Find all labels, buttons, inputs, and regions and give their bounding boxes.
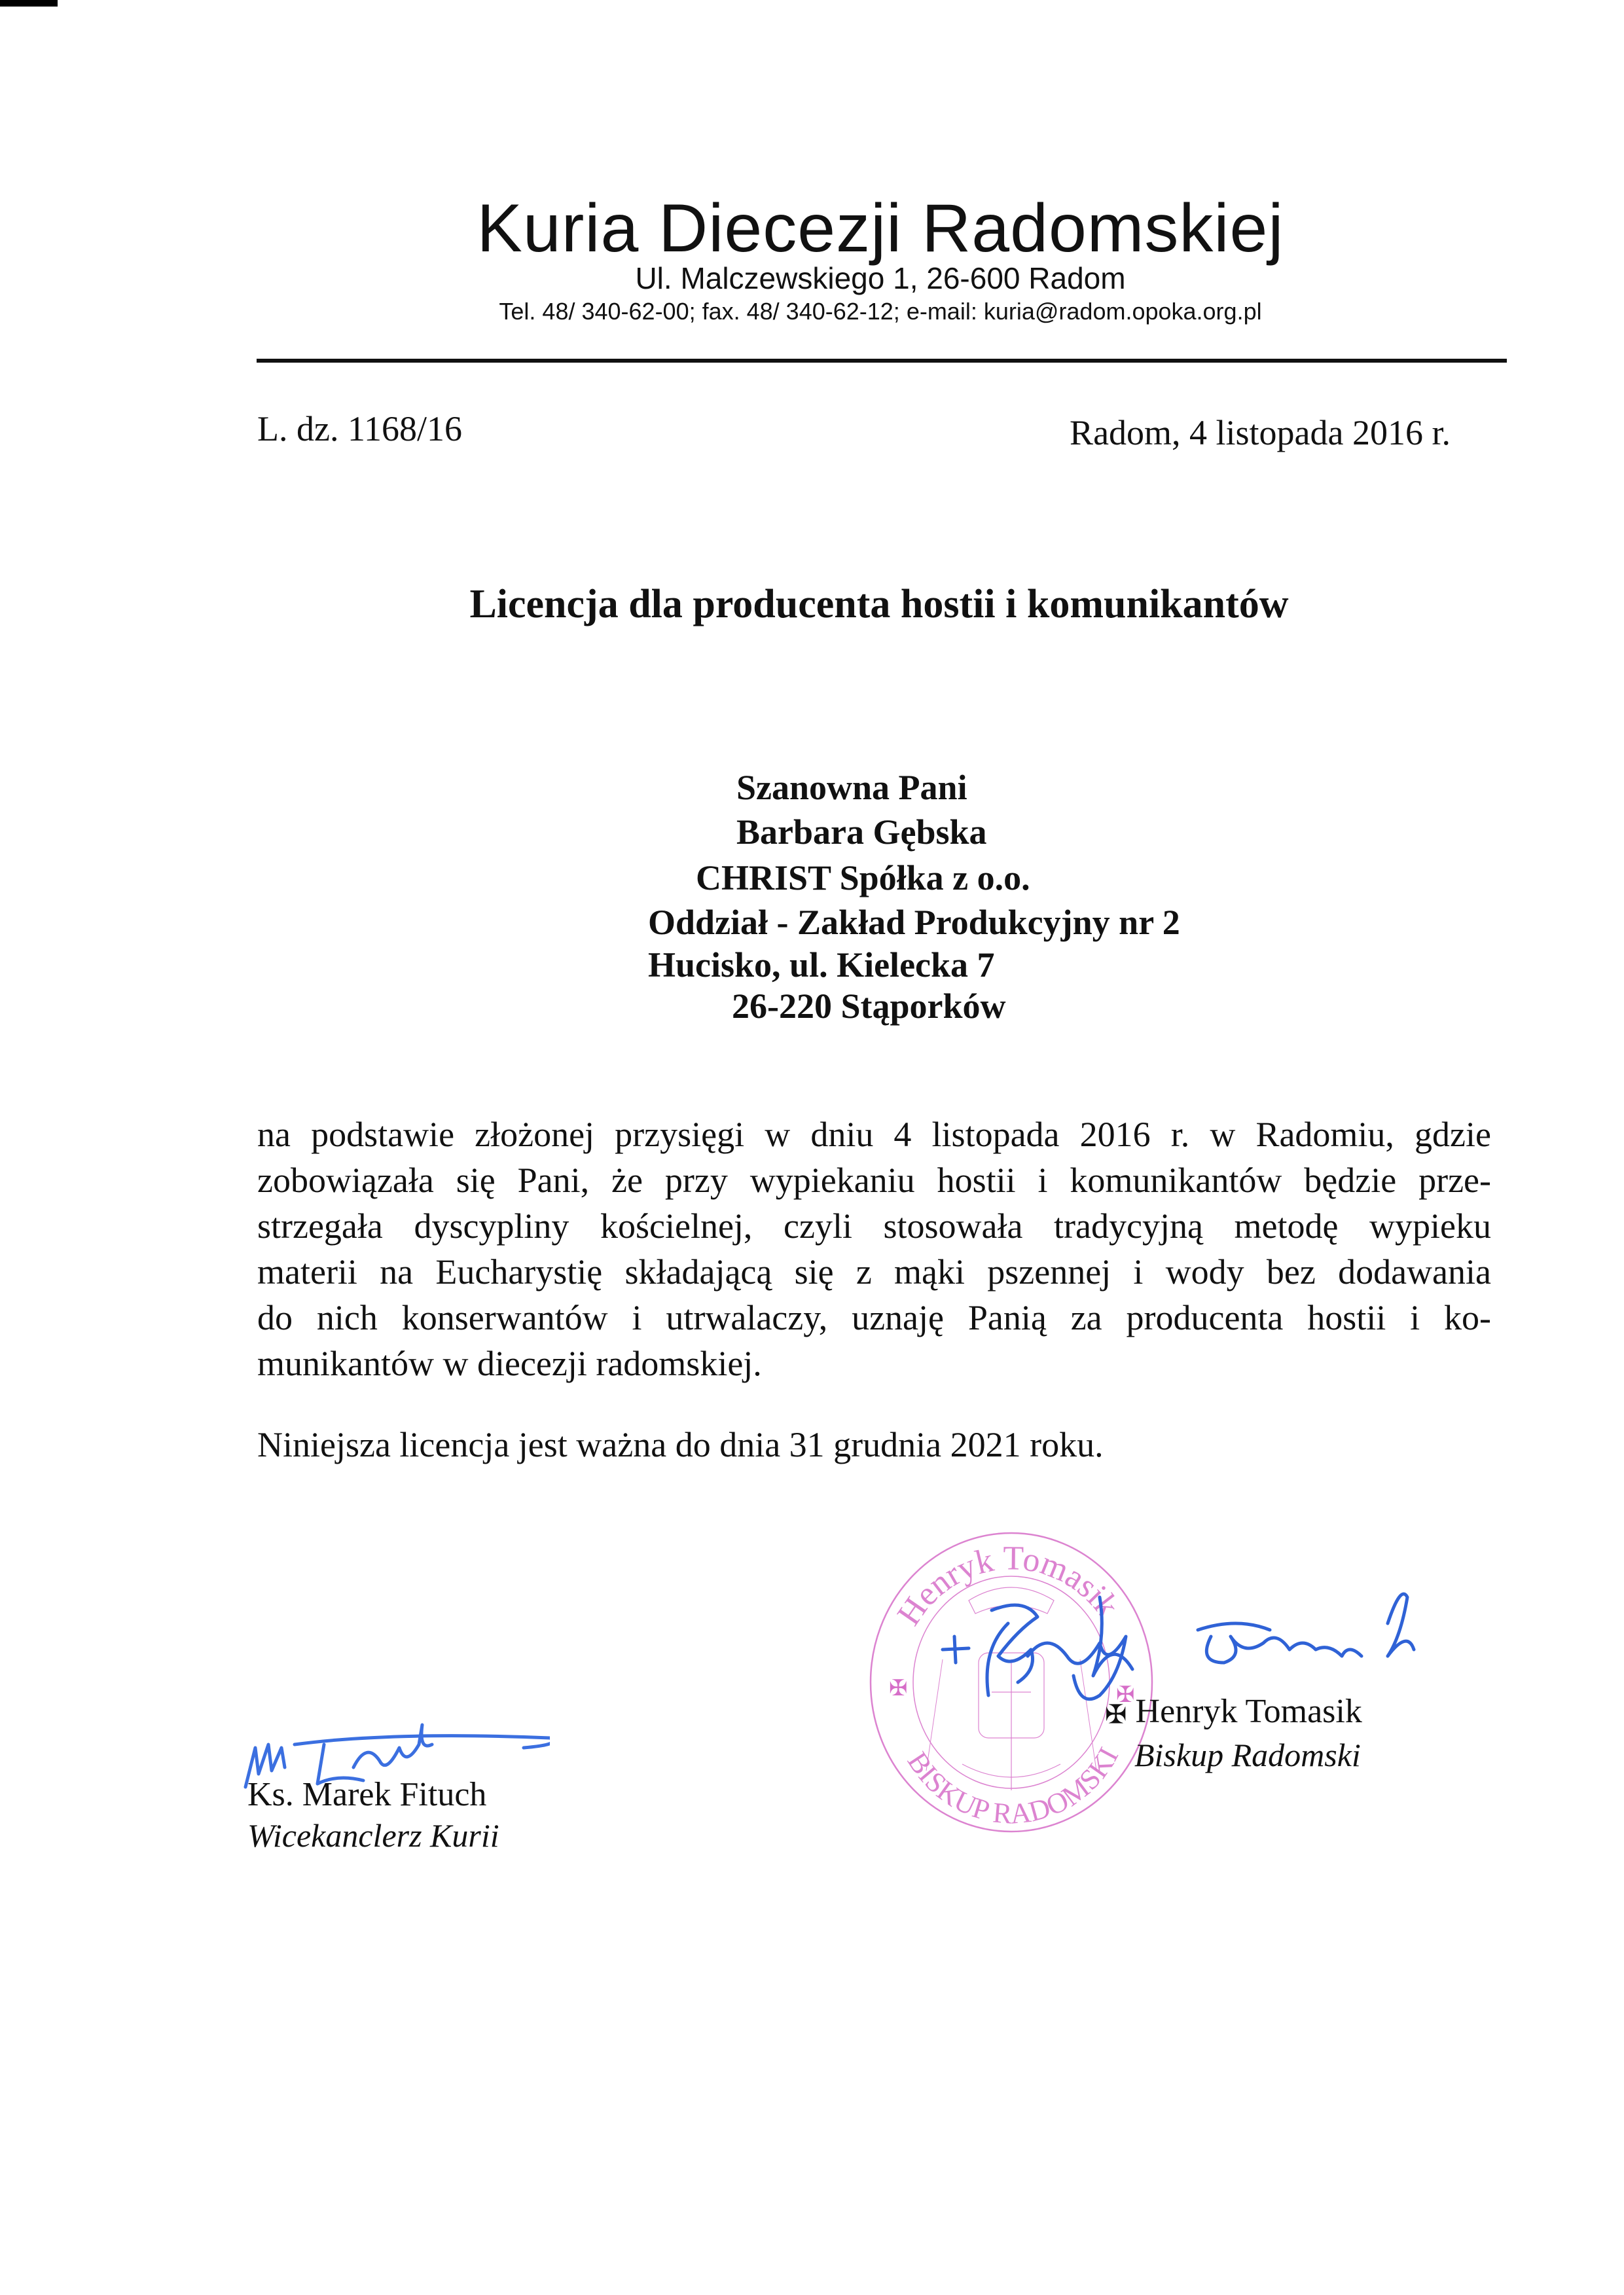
recipient-name: Barbara Gębska	[736, 812, 987, 852]
recipient-salutation: Szanowna Pani	[736, 768, 967, 807]
validity-statement: Niniejsza licencja jest ważna do dnia 31 grudnia 2021 roku.	[257, 1425, 1104, 1464]
recipient-street: Hucisko, ul. Kielecka 7	[648, 945, 995, 985]
place-date: Radom, 4 listopada 2016 r.	[1070, 413, 1451, 452]
body-paragraph	[257, 1111, 1491, 1386]
stamp-top-text: Henryk Tomasik	[890, 1540, 1127, 1633]
reference-number: L. dz. 1168/16	[257, 409, 462, 448]
recipient-division: Oddział - Zakład Produkcyjny nr 2	[648, 903, 1180, 942]
bishop-name-text: Henryk Tomasik	[1135, 1693, 1362, 1730]
body-line: do nich konserwantów i utrwalaczy, uznaję Panią za producenta hostii i ko-	[257, 1298, 1491, 1337]
body-line: materii na Eucharystię składającą się z mąki pszennej i wody bez dodawania	[257, 1252, 1491, 1292]
letterhead-contact: Tel. 48/ 340-62-00; fax. 48/ 340-62-12; e-mail: kuria@radom.opoka.org.pl	[499, 298, 1262, 325]
episcopal-cross-icon: ✠	[1105, 1699, 1127, 1729]
scan-edge-mark	[0, 0, 58, 7]
stamp-cross-icon: ✠	[889, 1676, 908, 1701]
letterhead-address: Ul. Malczewskiego 1, 26-600 Radom	[635, 261, 1126, 295]
recipient-postal: 26-220 Stąporków	[732, 986, 1006, 1026]
letterhead-institution: Kuria Diecezji Radomskiej	[477, 190, 1284, 266]
body-line: strzegała dyscypliny kościelnej, czyli stosowała tradycyjną metodę wypieku	[257, 1206, 1491, 1246]
vice-chancellor-name: Ks. Marek Fituch	[247, 1776, 487, 1813]
recipient-company: CHRIST Spółka z o.o.	[696, 858, 1030, 897]
stamp-cross-icon: ✠	[1116, 1683, 1135, 1707]
vice-chancellor-title: Wicekanclerz Kurii	[247, 1817, 499, 1854]
body-line: na podstawie złożonej przysięgi w dniu 4 listopada 2016 r. w Radomiu, gdzie	[257, 1115, 1491, 1154]
body-line: zobowiązała się Pani, że przy wypiekaniu hostii i komunikantów będzie prze-	[257, 1161, 1491, 1200]
stamp-bottom-text: BISKUP RADOMSKI	[901, 1742, 1125, 1830]
body-line: munikantów w diecezji radomskiej.	[257, 1344, 762, 1383]
letterhead-divider	[257, 359, 1507, 363]
bishop-name	[1105, 1692, 1362, 1731]
bishop-title: Biskup Radomski	[1134, 1737, 1361, 1773]
document-heading: Licencja dla producenta hostii i komunikantów	[469, 582, 1289, 626]
